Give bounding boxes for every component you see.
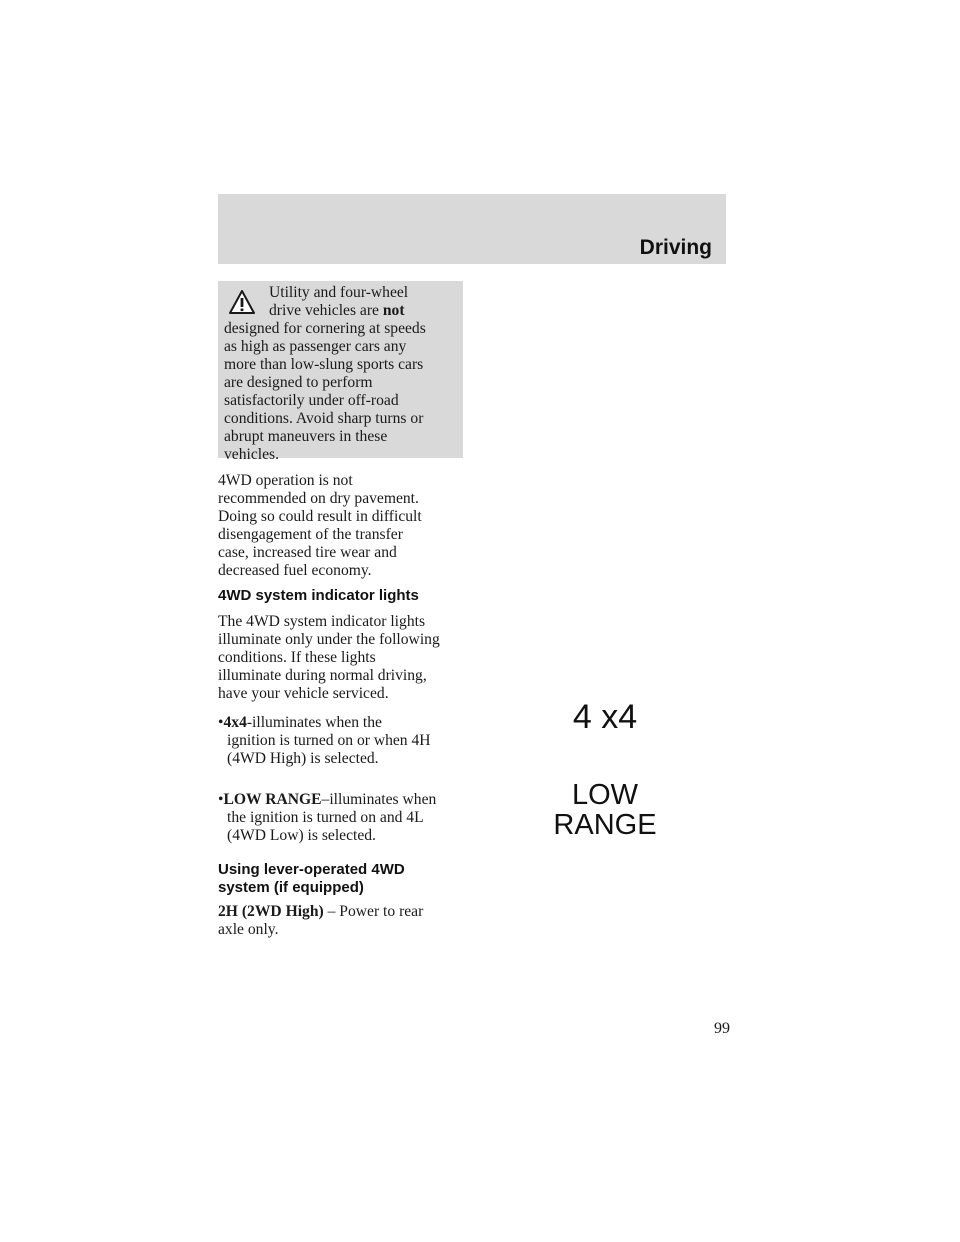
bullet-marker: • [218, 714, 224, 731]
bullet-4x4: •4x4-illuminates when the ignition is turned on or when 4H (4WD High) is selected. [218, 714, 468, 768]
warning-line: are designed to perform [224, 374, 373, 391]
section-header-band [218, 194, 726, 264]
page-number: 99 [714, 1020, 730, 1037]
warning-line: as high as passenger cars any [224, 338, 407, 355]
paragraph-line: recommended on dry pavement. [218, 490, 419, 507]
bullet-line: (4WD Low) is selected. [227, 827, 376, 844]
paragraph-line: have your vehicle serviced. [218, 685, 389, 702]
warning-line: abrupt maneuvers in these [224, 428, 388, 445]
warning-line: conditions. Avoid sharp turns or [224, 410, 424, 427]
indicator-4x4-symbol: 4 x4 [572, 698, 638, 736]
paragraph-line: axle only. [218, 921, 279, 938]
warning-line: more than low-slung sports cars [224, 356, 424, 373]
paragraph-line: 4WD operation is not [218, 472, 353, 489]
paragraph-line: decreased fuel economy. [218, 562, 372, 579]
warning-line: vehicles. [224, 446, 279, 463]
mode-term: 2H (2WD High) [218, 903, 324, 920]
indicator-low-range-symbol [545, 780, 665, 840]
warning-text [224, 284, 460, 464]
indicator-line: LOW [571, 779, 639, 811]
heading-line: system (if equipped) [218, 879, 364, 896]
bullet-low-range: •LOW RANGE–illuminates when the ignition is turned on and 4L (4WD Low) is selected. [218, 791, 468, 845]
bullet-term: LOW RANGE [223, 791, 322, 808]
bullet-line: ignition is turned on or when 4H [227, 732, 431, 749]
heading-line: Using lever-operated 4WD [218, 861, 405, 878]
paragraph-2h: 2H (2WD High) – Power to rear axle only. [218, 903, 468, 939]
section-title: Driving [639, 236, 712, 259]
paragraph-dry-pavement [218, 472, 468, 580]
warning-line: satisfactorily under off-road [224, 392, 399, 409]
paragraph-line: illuminate during normal driving, [218, 667, 427, 684]
bullet-term: 4x4 [223, 714, 247, 731]
warning-line: Utility and four-wheel [269, 284, 409, 301]
warning-box [218, 281, 463, 463]
paragraph-line: Doing so could result in difficult [218, 508, 422, 525]
paragraph-line: case, increased tire wear and [218, 544, 397, 561]
heading-lever-operated [218, 861, 405, 897]
bullet-line: (4WD High) is selected. [227, 750, 379, 767]
indicator-line: RANGE [553, 809, 657, 841]
warning-emphasis: not [382, 302, 405, 319]
heading-indicator-lights: 4WD system indicator lights [218, 587, 419, 604]
paragraph-line: The 4WD system indicator lights [218, 613, 426, 630]
paragraph-line: conditions. If these lights [218, 649, 376, 666]
warning-line: designed for cornering at speeds [224, 320, 426, 337]
paragraph-line: illuminate only under the following [218, 631, 440, 648]
paragraph-indicator-lights [218, 613, 468, 703]
paragraph-line: disengagement of the transfer [218, 526, 403, 543]
bullet-marker: • [218, 791, 224, 808]
warning-line: drive vehicles are not [269, 302, 405, 319]
bullet-line: the ignition is turned on and 4L [227, 809, 424, 826]
